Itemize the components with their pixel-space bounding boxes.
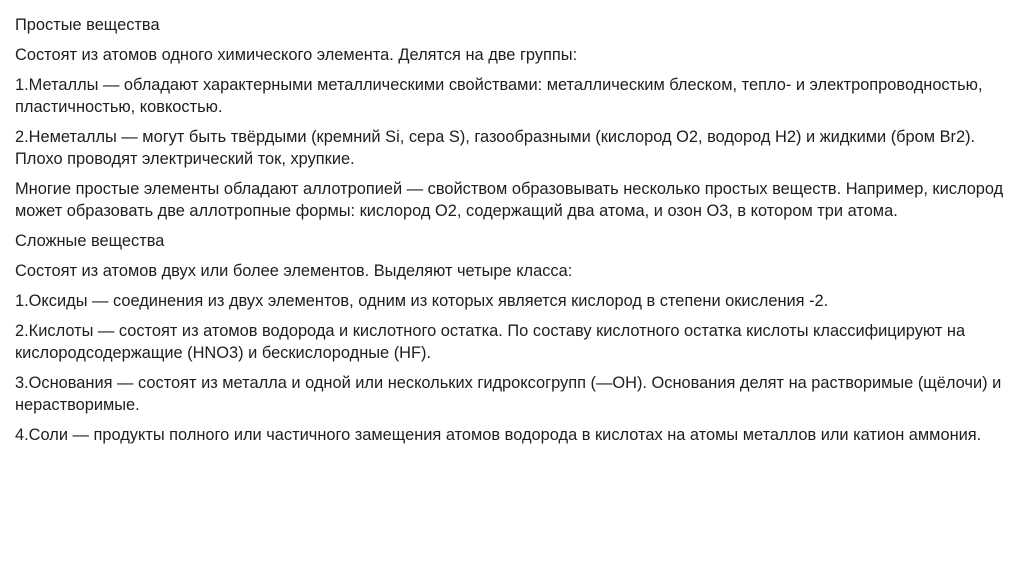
paragraph-allotropy: Многие простые элементы обладают аллотропией — свойством образовывать несколько простых веществ. Например, кислород может образовать две аллотропные формы: кислород O2, содержащий два атома, и озон O3, в котором три атома. — [15, 180, 1004, 220]
paragraph-acids: 2.Кислоты — состоят из атомов водорода и кислотного остатка. По составу кислотного остатка кислоты классифицируют на кислородсодержащие (HNO3) и бескислородные (HF). — [15, 322, 966, 362]
paragraph-simple-definition: Состоят из атомов одного химического элемента. Делятся на две группы: — [15, 46, 578, 64]
paragraph-nonmetals: 2.Неметаллы — могут быть твёрдыми (кремний Si, сера S), газообразными (кислород O2, водород H2) и жидкими (бром Br2). Плохо проводят электрический ток, хрупкие. — [15, 128, 976, 168]
paragraph-oxides: 1.Оксиды — соединения из двух элементов, одним из которых является кислород в степени окисления -2. — [15, 292, 829, 310]
heading-simple-substances: Простые вещества — [15, 16, 160, 34]
paragraph-bases: 3.Основания — состоят из металла и одной или нескольких гидроксогрупп (—OH). Основания делят на растворимые (щёлочи) и нерастворимые. — [15, 374, 1002, 414]
paragraph-metals: 1.Металлы — обладают характерными металлическими свойствами: металлическим блеском, тепло- и электропроводностью, пластичностью, ковкостью. — [15, 76, 983, 116]
paragraph-complex-definition: Состоят из атомов двух или более элементов. Выделяют четыре класса: — [15, 262, 573, 280]
paragraph-salts: 4.Соли — продукты полного или частичного замещения атомов водорода в кислотах на атомы металлов или катион аммония. — [15, 426, 982, 444]
heading-complex-substances: Сложные вещества — [15, 232, 165, 250]
slide-text-body — [15, 14, 1010, 454]
